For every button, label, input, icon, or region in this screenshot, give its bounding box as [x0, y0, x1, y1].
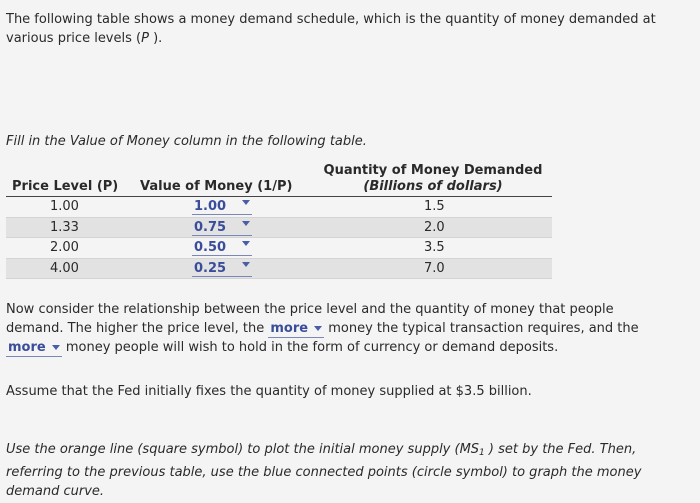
graph-instruction-line-2: referring to the previous table, use the blue connected points (circle symbol) to graph the money: [6, 465, 642, 480]
value-dropdown-selection: 1.00: [194, 199, 227, 214]
value-dropdown-selection: 0.50: [194, 240, 227, 255]
assumption-text: Assume that the Fed initially fixes the quantity of money supplied at $3.5 billion.: [6, 384, 532, 399]
chevron-down-icon: [314, 326, 322, 331]
intro-line-2-pre: various price levels (: [6, 31, 142, 46]
transaction-money-dropdown-selection: more: [270, 321, 309, 336]
graph-instruction-line-1: [6, 440, 692, 463]
paragraph-line-3-post: money people will wish to hold in the form of currency or demand deposits.: [65, 340, 559, 355]
chevron-down-icon: [52, 345, 60, 350]
money-demand-table: [6, 163, 552, 279]
chevron-down-icon: [242, 262, 250, 267]
table-row: [6, 259, 552, 280]
price-cell: 1.00: [50, 199, 79, 214]
chevron-down-icon: [242, 241, 250, 246]
quantity-cell: 7.0: [424, 260, 445, 276]
table-row: [6, 238, 552, 259]
paragraph-line-2-post: money the typical transaction requires, and the: [328, 321, 639, 336]
graph-instruction-line-3: demand curve.: [6, 484, 105, 499]
graph-instruction-pre: Use the orange line (square symbol) to plot the initial money supply (: [6, 442, 460, 457]
value-dropdown[interactable]: [192, 198, 252, 215]
value-dropdown[interactable]: [192, 219, 252, 236]
money-held-dropdown-selection: more: [8, 340, 46, 355]
table-header: [6, 163, 552, 197]
money-supply-symbol: MS: [459, 442, 480, 457]
intro-line-2-post: ).: [148, 31, 163, 46]
quantity-cell: 1.5: [424, 199, 445, 214]
chevron-down-icon: [242, 221, 250, 226]
header-value-of-money: Value of Money (1/P): [140, 179, 293, 194]
price-var: P: [141, 31, 149, 46]
paragraph-line-3: [6, 338, 686, 357]
money-supply-subscript: 1: [479, 448, 485, 458]
money-held-dropdown[interactable]: [6, 340, 62, 357]
quantity-cell: 2.0: [424, 219, 445, 235]
intro-line-2: [6, 29, 686, 48]
value-dropdown-selection: 0.75: [194, 219, 227, 235]
value-dropdown[interactable]: [192, 260, 252, 277]
quantity-cell: 3.5: [424, 240, 445, 255]
paragraph-line-2-pre: demand. The higher the price level, the: [6, 321, 265, 336]
graph-instruction-post: ) set by the Fed. Then,: [484, 442, 637, 457]
header-price-level: Price Level (P): [12, 179, 119, 194]
transaction-money-dropdown[interactable]: [268, 321, 324, 338]
table-row: [6, 218, 552, 239]
instruction-text: Fill in the Value of Money column in the following table.: [6, 134, 367, 149]
value-dropdown-selection: 0.25: [194, 260, 227, 276]
graph-instruction: [6, 440, 692, 501]
chevron-down-icon: [242, 200, 250, 205]
price-cell: 2.00: [50, 240, 79, 255]
intro-text: [6, 10, 686, 48]
intro-line-1: The following table shows a money demand schedule, which is the quantity of money demanded at: [6, 12, 656, 27]
header-quantity-units: (Billions of dollars): [363, 179, 503, 194]
table-row: [6, 197, 552, 218]
paragraph-line-2: [6, 319, 686, 338]
value-dropdown[interactable]: [192, 239, 252, 256]
header-quantity-demanded: Quantity of Money Demanded: [323, 163, 543, 178]
relationship-paragraph: [6, 300, 686, 357]
paragraph-line-1: Now consider the relationship between the price level and the quantity of money that people: [6, 302, 614, 317]
price-cell: 1.33: [50, 219, 79, 235]
price-cell: 4.00: [50, 260, 79, 276]
